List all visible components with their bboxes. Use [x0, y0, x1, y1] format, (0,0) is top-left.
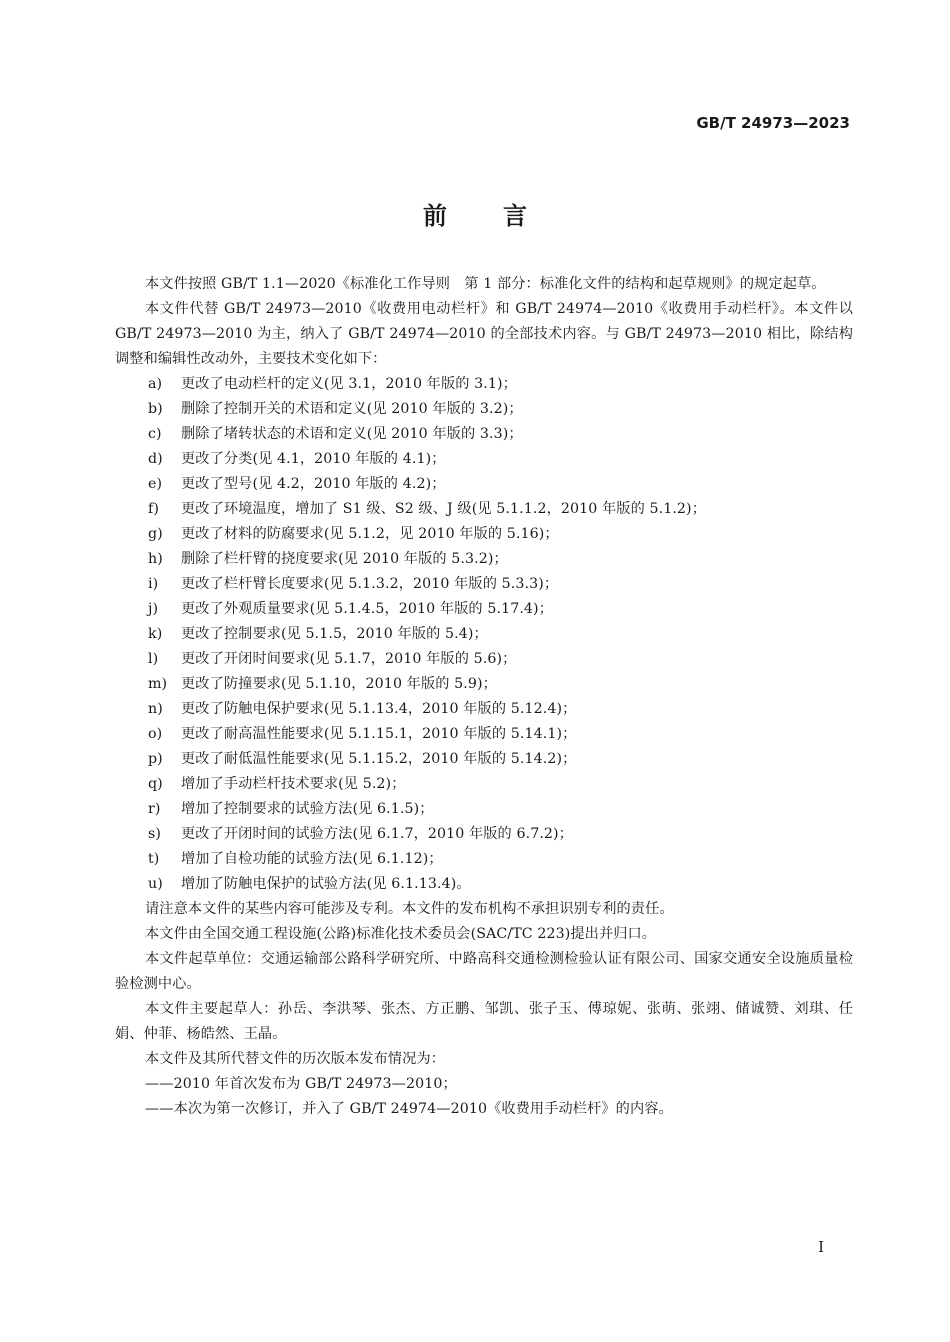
change-item-label: j): [148, 601, 159, 617]
changes-list: [115, 372, 853, 897]
change-item-label: p): [148, 751, 163, 767]
change-item-label: r): [148, 801, 161, 817]
change-item-text: 更改了开闭时间的试验方法(见 6.1.7，2010 年版的 6.7.2)；: [181, 826, 573, 842]
change-item: [115, 372, 853, 397]
change-item-text: 更改了外观质量要求(见 5.1.4.5，2010 年版的 5.17.4)；: [181, 601, 553, 617]
change-item-label: b): [148, 401, 163, 417]
change-item-text: 更改了防触电保护要求(见 5.1.13.4，2010 年版的 5.12.4)；: [181, 701, 577, 717]
change-item-text: 更改了材料的防腐要求(见 5.1.2，见 2010 年版的 5.16)；: [181, 526, 559, 542]
change-item: [115, 522, 853, 547]
change-item-label: e): [148, 476, 163, 492]
change-item-label: i): [148, 576, 159, 592]
change-item: [115, 747, 853, 772]
change-item-text: 增加了控制要求的试验方法(见 6.1.5)；: [181, 801, 434, 817]
change-item: [115, 622, 853, 647]
change-item-label: u): [148, 876, 163, 892]
paragraph-drafting-units: 本文件起草单位：交通运输部公路科学研究所、中路高科交通检测检验认证有限公司、国家交通安全设施质量检验检测中心。: [115, 951, 853, 992]
change-item-label: l): [148, 651, 159, 667]
change-item-label: q): [148, 776, 163, 792]
change-item: [115, 647, 853, 672]
paragraph-committee: 本文件由全国交通工程设施(公路)标准化技术委员会(SAC/TC 223)提出并归口。: [145, 926, 657, 942]
change-item-text: 增加了手动栏杆技术要求(见 5.2)；: [181, 776, 406, 792]
change-item: [115, 447, 853, 472]
change-item: [115, 472, 853, 497]
change-item: [115, 872, 853, 897]
change-item-text: 更改了开闭时间要求(见 5.1.7，2010 年版的 5.6)；: [181, 651, 517, 667]
change-item: [115, 722, 853, 747]
page-title: 前言: [423, 202, 583, 230]
change-item-label: a): [148, 376, 163, 392]
history-item: ——2010 年首次发布为 GB/T 24973—2010；: [145, 1076, 457, 1092]
paragraph-patent-notice: 请注意本文件的某些内容可能涉及专利。本文件的发布机构不承担识别专利的责任。: [145, 901, 674, 917]
change-item-text: 删除了堵转状态的术语和定义(见 2010 年版的 3.3)；: [181, 426, 523, 442]
change-item: [115, 847, 853, 872]
change-item-text: 更改了控制要求(见 5.1.5，2010 年版的 5.4)；: [181, 626, 488, 642]
change-item-text: 更改了环境温度，增加了 S1 级、S2 级、J 级(见 5.1.1.2，2010 年版的 5.1.2)；: [181, 501, 706, 517]
change-item-text: 更改了电动栏杆的定义(见 3.1，2010 年版的 3.1)；: [181, 376, 517, 392]
page-number: I: [818, 1238, 824, 1256]
change-item-label: o): [148, 726, 163, 742]
change-item: [115, 797, 853, 822]
change-item-text: 增加了自检功能的试验方法(见 6.1.12)；: [181, 851, 443, 867]
change-item: [115, 497, 853, 522]
change-item: [115, 772, 853, 797]
document-body: [115, 272, 853, 1122]
change-item-label: c): [148, 426, 162, 442]
change-item: [115, 697, 853, 722]
change-item-label: t): [148, 851, 160, 867]
change-item-text: 增加了防触电保护的试验方法(见 6.1.13.4)。: [181, 876, 471, 892]
paragraph-replacement: 本文件代替 GB/T 24973—2010《收费用电动栏杆》和 GB/T 24974—2010《收费用手动栏杆》。本文件以 GB/T 24973—2010 为主，纳入了 GB/T 24974—2010 的全部技术内容。与 GB/T 24973—2010 相比，除结构调整和编辑性改动外，主要技术变化如下：: [115, 301, 853, 367]
paragraph-drafters: 本文件主要起草人：孙岳、李洪琴、张杰、方正鹏、邹凯、张子玉、傅琼妮、张萌、张翊、储诚赞、刘琪、任娟、仲菲、杨皓然、王晶。: [115, 1001, 853, 1042]
change-item-label: m): [148, 676, 168, 692]
change-item-text: 更改了栏杆臂长度要求(见 5.1.3.2，2010 年版的 5.3.3)；: [181, 576, 559, 592]
change-item: [115, 422, 853, 447]
change-item-label: k): [148, 626, 163, 642]
change-item: [115, 397, 853, 422]
change-item-label: h): [148, 551, 163, 567]
change-item-label: f): [148, 501, 159, 517]
change-item-text: 更改了耐高温性能要求(见 5.1.15.1，2010 年版的 5.14.1)；: [181, 726, 577, 742]
history-item: ——本次为第一次修订，并入了 GB/T 24974—2010《收费用手动栏杆》的内容。: [145, 1101, 673, 1117]
change-item-text: 删除了栏杆臂的挠度要求(见 2010 年版的 5.3.2)；: [181, 551, 508, 567]
change-item-text: 删除了控制开关的术语和定义(见 2010 年版的 3.2)；: [181, 401, 523, 417]
change-item-label: n): [148, 701, 163, 717]
change-item-label: g): [148, 526, 163, 542]
change-item-text: 更改了分类(见 4.1，2010 年版的 4.1)；: [181, 451, 446, 467]
change-item-text: 更改了型号(见 4.2，2010 年版的 4.2)；: [181, 476, 446, 492]
change-item: [115, 547, 853, 572]
paragraph-history-intro: 本文件及其所代替文件的历次版本发布情况为：: [145, 1051, 446, 1067]
change-item-label: s): [148, 826, 162, 842]
change-item: [115, 672, 853, 697]
change-item-label: d): [148, 451, 163, 467]
change-item-text: 更改了耐低温性能要求(见 5.1.15.2，2010 年版的 5.14.2)；: [181, 751, 577, 767]
change-item: [115, 822, 853, 847]
change-item: [115, 597, 853, 622]
change-item: [115, 572, 853, 597]
standard-code: GB/T 24973—2023: [696, 114, 850, 132]
paragraph-drafting-basis: 本文件按照 GB/T 1.1—2020《标准化工作导则 第 1 部分：标准化文件的结构和起草规则》的规定起草。: [145, 276, 826, 292]
change-item-text: 更改了防撞要求(见 5.1.10，2010 年版的 5.9)；: [181, 676, 497, 692]
